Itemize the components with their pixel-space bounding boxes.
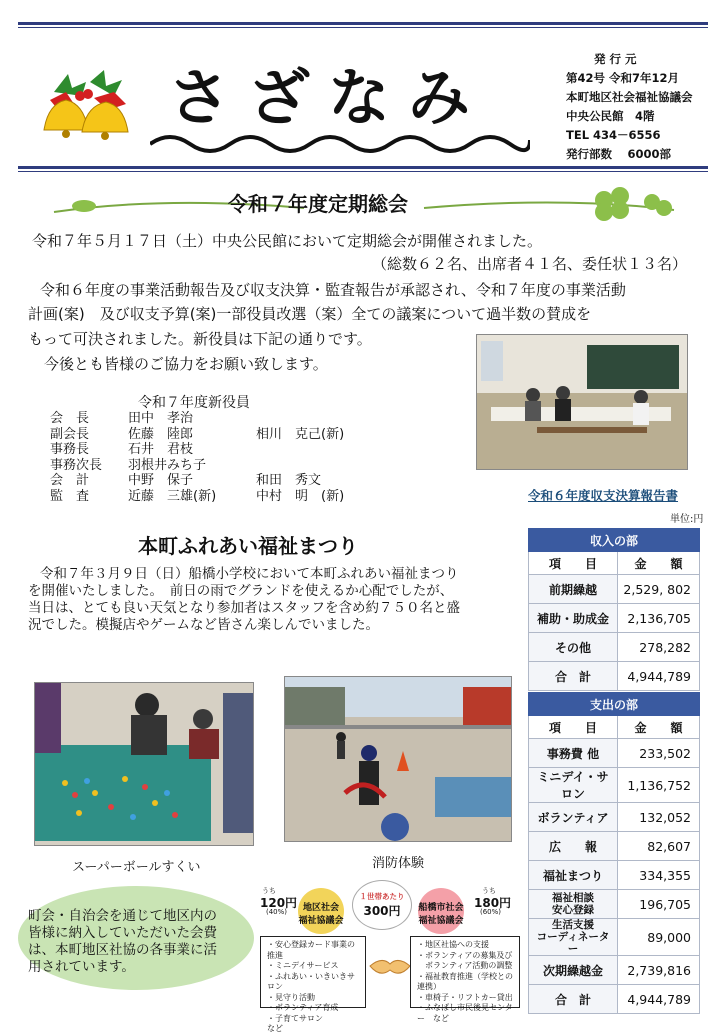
income-header: 収入の部 <box>529 529 700 552</box>
expense-amount: 2,739,816 <box>618 956 700 985</box>
dues-diagram <box>260 876 522 1033</box>
christmas-bells-icon <box>34 52 142 144</box>
dues-item: ボランティア活動の調整 <box>417 961 513 970</box>
left-org-2: 福祉協議会 <box>298 916 344 926</box>
superball-photo <box>34 682 254 846</box>
expense-amount: 82,607 <box>618 832 700 861</box>
dues-item: ・ふれあい・いきいきサロン <box>267 971 355 991</box>
income-table <box>528 528 700 691</box>
officer-row <box>46 411 370 427</box>
expense-item-line: ボランティア <box>537 810 609 825</box>
officer-name: 佐藤 陸郎 <box>128 426 194 442</box>
expense-item <box>529 985 618 1014</box>
center-label: １世帯あたり <box>359 892 405 901</box>
income-col-item: 項 目 <box>529 552 618 575</box>
finance-unit: 単位:円 <box>670 514 704 525</box>
officer-row <box>46 473 370 489</box>
left-amount: 120円 <box>260 896 298 910</box>
left-top-label: うち <box>262 887 276 895</box>
expense-row <box>529 739 700 768</box>
income-amount: 278,282 <box>618 633 700 662</box>
expense-row <box>529 832 700 861</box>
income-amount: 4,944,789 <box>618 662 700 691</box>
officer-role: 監 査 <box>50 488 90 504</box>
right-org-2: 福祉協議会 <box>418 916 464 926</box>
dues-note <box>28 908 217 976</box>
expense-row <box>529 803 700 832</box>
festival-text <box>28 566 460 634</box>
publisher-address: 中央公民館 4階 <box>566 109 655 123</box>
right-amount: 180円 <box>474 896 512 910</box>
dues-item: ・子育てサロン など <box>267 1013 363 1033</box>
superball-caption: スーパーボールすくい <box>72 860 201 875</box>
expense-amount: 233,502 <box>618 739 700 768</box>
meeting-line-2: （総数６２名、出席者４１名、委任状１３名） <box>372 255 688 273</box>
officer-row <box>46 442 370 458</box>
officer-role: 事務長 <box>50 442 90 457</box>
officer-name-2 <box>252 411 370 427</box>
income-amount: 2,136,705 <box>618 604 700 633</box>
left-org-1: 地区社会 <box>302 903 339 913</box>
meeting-line-1: 令和７年５月１７日（土）中央公民館において定期総会が開催されました。 <box>32 232 543 250</box>
expense-table <box>528 692 700 1014</box>
income-item-line: 補助・助成金 <box>536 611 609 626</box>
expense-item-line: 福祉相談 <box>552 892 594 904</box>
officer-name: 田中 孝治 <box>128 411 194 426</box>
festival-line-3: 当日は、とても良い天気となり参加者はスタッフを含め約７５０名と盛 <box>28 600 460 616</box>
copies-count: 発行部数 6000部 <box>566 147 672 161</box>
header-bottom-rule <box>18 166 708 169</box>
fire-drill-caption: 消防体験 <box>372 856 425 871</box>
center-circle <box>352 880 412 930</box>
expense-row <box>529 861 700 890</box>
top-rule-thin <box>18 27 708 28</box>
finance-title: 令和６年度収支決算報告書 <box>528 488 679 503</box>
officer-name-2 <box>252 458 370 474</box>
dues-item: ・地区社協への支援 <box>417 940 489 949</box>
income-item <box>529 662 618 691</box>
meeting-line-5: もって可決されました。新役員は下記の通りです。 <box>28 330 372 348</box>
meeting-photo <box>476 334 688 470</box>
officer-name-2 <box>252 442 370 458</box>
expense-item-line: 安心登録 <box>552 904 594 916</box>
expense-header: 支出の部 <box>529 693 700 716</box>
dues-item: ・安心登録カード事業の推進 <box>267 940 355 960</box>
officer-name-2: 和田 秀文 <box>256 473 322 488</box>
expense-amount: 132,052 <box>618 803 700 832</box>
expense-col-amount: 金 額 <box>618 716 700 739</box>
right-top-label: うち <box>482 887 496 895</box>
left-items-box <box>260 936 366 1033</box>
dues-item: ・ふなばし市民後見センター など <box>417 1003 513 1023</box>
right-org-1: 船橋市社会 <box>418 903 464 913</box>
dues-note-line-2: 皆様に納入していただいた会費 <box>28 925 217 941</box>
officer-role: 副会長 <box>50 426 90 442</box>
dues-item: ・ミニデイサービス <box>267 961 339 970</box>
header-bottom-rule-thin <box>18 171 708 172</box>
issue-number: 第42号 令和7年12月 <box>566 71 680 85</box>
income-row <box>529 604 700 633</box>
left-pct: (40%) <box>266 908 288 916</box>
publication-info <box>566 50 693 164</box>
expense-row <box>529 890 700 919</box>
festival-line-4: 況でした。模擬店やゲームなど皆さん楽しんでいました。 <box>28 617 379 633</box>
income-item-line: 合 計 <box>554 669 591 684</box>
expense-amount: 4,944,789 <box>618 985 700 1014</box>
officer-name: 中野 保子 <box>128 473 194 488</box>
officer-row <box>46 427 370 443</box>
expense-item <box>529 768 618 803</box>
meeting-line-3: 令和６年度の事業活動報告及び収支決算・監査報告が承認され、令和７年度の事業活動 <box>40 281 626 299</box>
officers-table <box>46 411 370 504</box>
wave-decoration <box>150 130 530 156</box>
festival-line-2: を開催いたしました。 前日の雨でグランドを使えるか心配でしたが、 <box>28 583 454 599</box>
officer-name-2: 相川 克己(新) <box>256 426 345 442</box>
officer-name: 近藤 三雄(新) <box>128 488 217 504</box>
expense-amount: 89,000 <box>618 919 700 956</box>
dues-note-line-3: は、本町地区社協の各事業に活 <box>28 942 217 958</box>
officer-role: 事務次長 <box>50 457 103 473</box>
income-item <box>529 633 618 662</box>
publisher-tel: TEL 434－6556 <box>566 128 661 142</box>
dues-item: ・見守り活動 <box>267 992 315 1002</box>
expense-row <box>529 919 700 956</box>
expense-amount: 1,136,752 <box>618 768 700 803</box>
handshake-icon <box>368 952 412 982</box>
dues-item: ・ボランティアの募集及び <box>417 950 513 960</box>
income-row <box>529 662 700 691</box>
expense-item-line: コーディネーター <box>536 931 610 955</box>
officer-row <box>46 489 370 505</box>
expense-amount: 196,705 <box>618 890 700 919</box>
income-item <box>529 604 618 633</box>
dues-item: ・福祉教育推進（学校との連携） <box>417 971 513 991</box>
officer-name: 羽根井みち子 <box>128 457 207 473</box>
publisher-org: 本町地区社会福祉協議会 <box>566 90 693 104</box>
expense-item-line: 合 計 <box>554 992 591 1007</box>
expense-col-item: 項 目 <box>529 716 618 739</box>
fire-drill-photo <box>284 676 512 842</box>
dues-note-line-4: 用されています。 <box>28 959 135 975</box>
officer-role: 会 計 <box>50 473 90 488</box>
expense-item <box>529 832 618 861</box>
right-pct: (60%) <box>480 908 502 916</box>
expense-row <box>529 985 700 1014</box>
expense-item-line: 広 報 <box>548 839 597 854</box>
officers-heading: 令和７年度新役員 <box>138 395 250 411</box>
officer-name-2: 中村 明 (新) <box>256 488 345 504</box>
expense-item-line: ミニデイ・サロン <box>537 770 609 801</box>
expense-item <box>529 956 618 985</box>
expense-amount: 334,355 <box>618 861 700 890</box>
income-item-line: 前期繰越 <box>548 582 597 597</box>
publisher-label: 発 行 元 <box>594 52 637 66</box>
expense-item-line: 次期繰越金 <box>542 963 603 978</box>
dues-item: ・ボランティア育成 <box>267 1003 339 1012</box>
expense-item <box>529 803 618 832</box>
income-row <box>529 633 700 662</box>
income-item <box>529 575 618 604</box>
left-org-circle <box>298 888 344 934</box>
festival-heading: 本町ふれあい福祉まつり <box>138 534 358 558</box>
meeting-heading: 令和７年度定期総会 <box>228 192 408 216</box>
right-items-box <box>410 936 520 1023</box>
officer-name: 石井 君枝 <box>128 442 194 457</box>
expense-item-line: 福祉まつり <box>542 868 603 883</box>
newsletter-title: さざなみ <box>168 61 489 134</box>
meeting-line-4: 計画(案) 及び収支予算(案)一部役員改選（案）全ての議案について過半数の賛成を <box>28 305 592 323</box>
dues-note-line-1: 町会・自治会を通じて地区内の <box>28 908 217 924</box>
right-org-circle <box>418 888 464 934</box>
income-amount: 2,529, 802 <box>618 575 700 604</box>
officer-role: 会 長 <box>50 411 90 426</box>
expense-item <box>529 739 618 768</box>
expense-item <box>529 861 618 890</box>
expense-item <box>529 919 618 956</box>
expense-row <box>529 956 700 985</box>
expense-item-line: 事務費 他 <box>546 746 600 761</box>
festival-line-1: 令和７年３月９日（日）船橋小学校において本町ふれあい福祉まつり <box>40 566 459 582</box>
meeting-line-6: 今後とも皆様のご協力をお願い致します。 <box>44 355 328 373</box>
top-rule <box>18 22 708 25</box>
expense-row <box>529 768 700 803</box>
expense-item-line: 生活支援 <box>552 919 594 931</box>
income-col-amount: 金 額 <box>618 552 700 575</box>
center-amount: 300円 <box>363 904 401 918</box>
dues-item: ・車椅子・リフトカー貸出 <box>417 992 513 1002</box>
income-row <box>529 575 700 604</box>
expense-item <box>529 890 618 919</box>
income-item-line: その他 <box>554 640 591 655</box>
officer-row <box>46 458 370 474</box>
